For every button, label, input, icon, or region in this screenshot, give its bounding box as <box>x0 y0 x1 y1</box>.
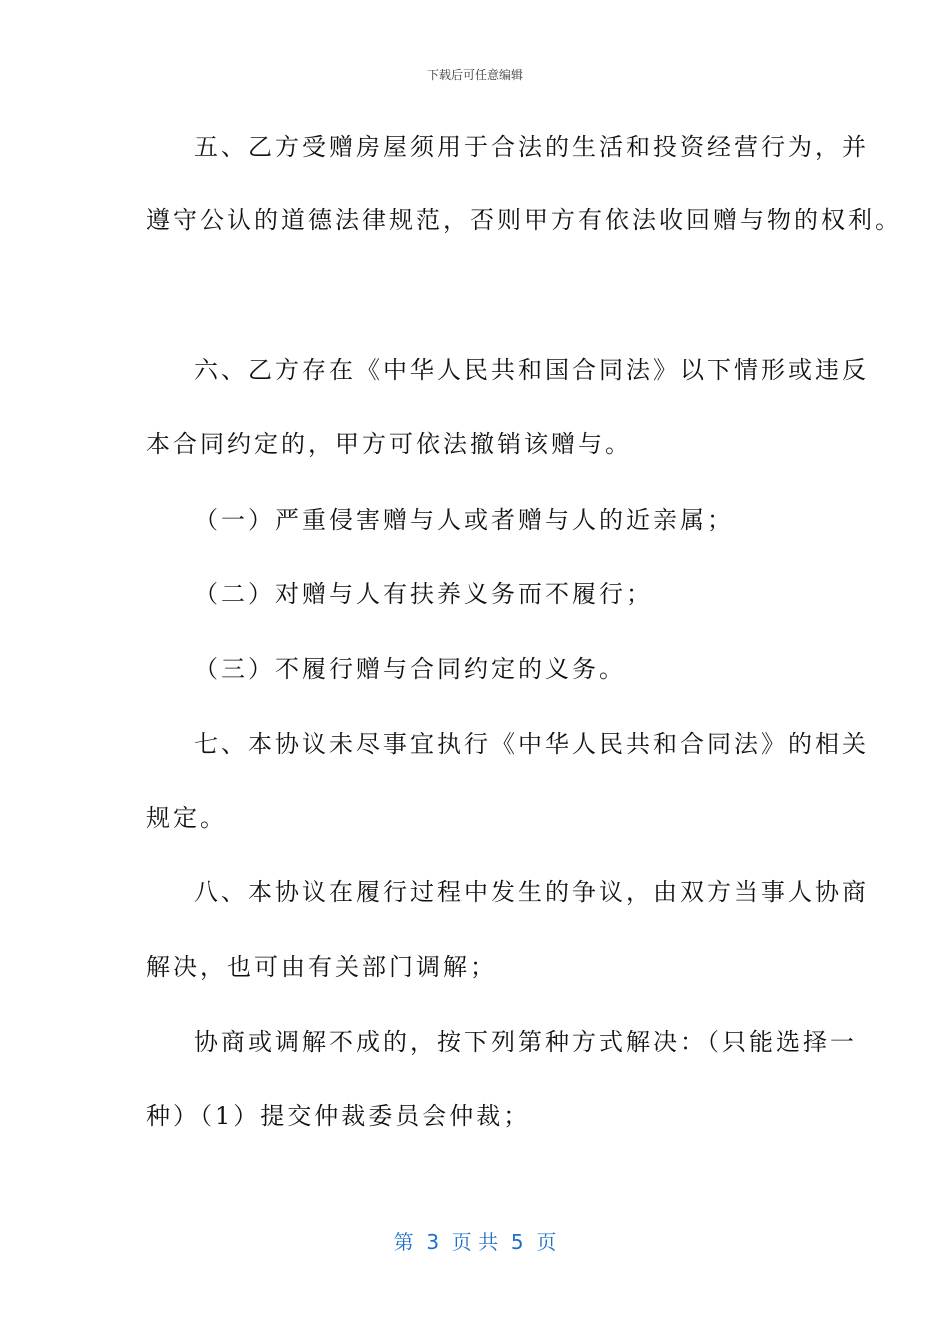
clause-6-item-3: （三）不履行赠与合同约定的义务。 <box>194 655 626 683</box>
dispute-line-1: 协商或调解不成的，按下列第种方式解决：（只能选择一 <box>194 1028 857 1056</box>
clause-5-line-1: 五、乙方受赠房屋须用于合法的生活和投资经营行为，并 <box>194 133 869 161</box>
dispute-line-2: 种）（1）提交仲裁委员会仲裁； <box>146 1102 531 1130</box>
page-header: 下载后可任意编辑 <box>426 68 523 82</box>
clause-6-line-2: 本合同约定的，甲方可依法撤销该赠与。 <box>146 430 632 458</box>
clause-8-line-2: 解决，也可由有关部门调解； <box>146 953 497 981</box>
page-number-footer: 第 3 页 共 5 页 <box>393 1230 557 1254</box>
clause-5-line-2: 遵守公认的道德法律规范，否则甲方有依法收回赠与物的权利。 <box>146 206 902 234</box>
clause-6-item-2: （二）对赠与人有扶养义务而不履行； <box>194 580 653 608</box>
clause-6-line-1: 六、乙方存在《中华人民共和国合同法》以下情形或违反 <box>194 356 869 384</box>
clause-7-line-2: 规定。 <box>146 804 227 832</box>
clause-6-item-1: （一）严重侵害赠与人或者赠与人的近亲属； <box>194 506 734 534</box>
clause-8-line-1: 八、本协议在履行过程中发生的争议，由双方当事人协商 <box>194 878 869 906</box>
clause-7-line-1: 七、本协议未尽事宜执行《中华人民共和合同法》的相关 <box>194 730 869 758</box>
